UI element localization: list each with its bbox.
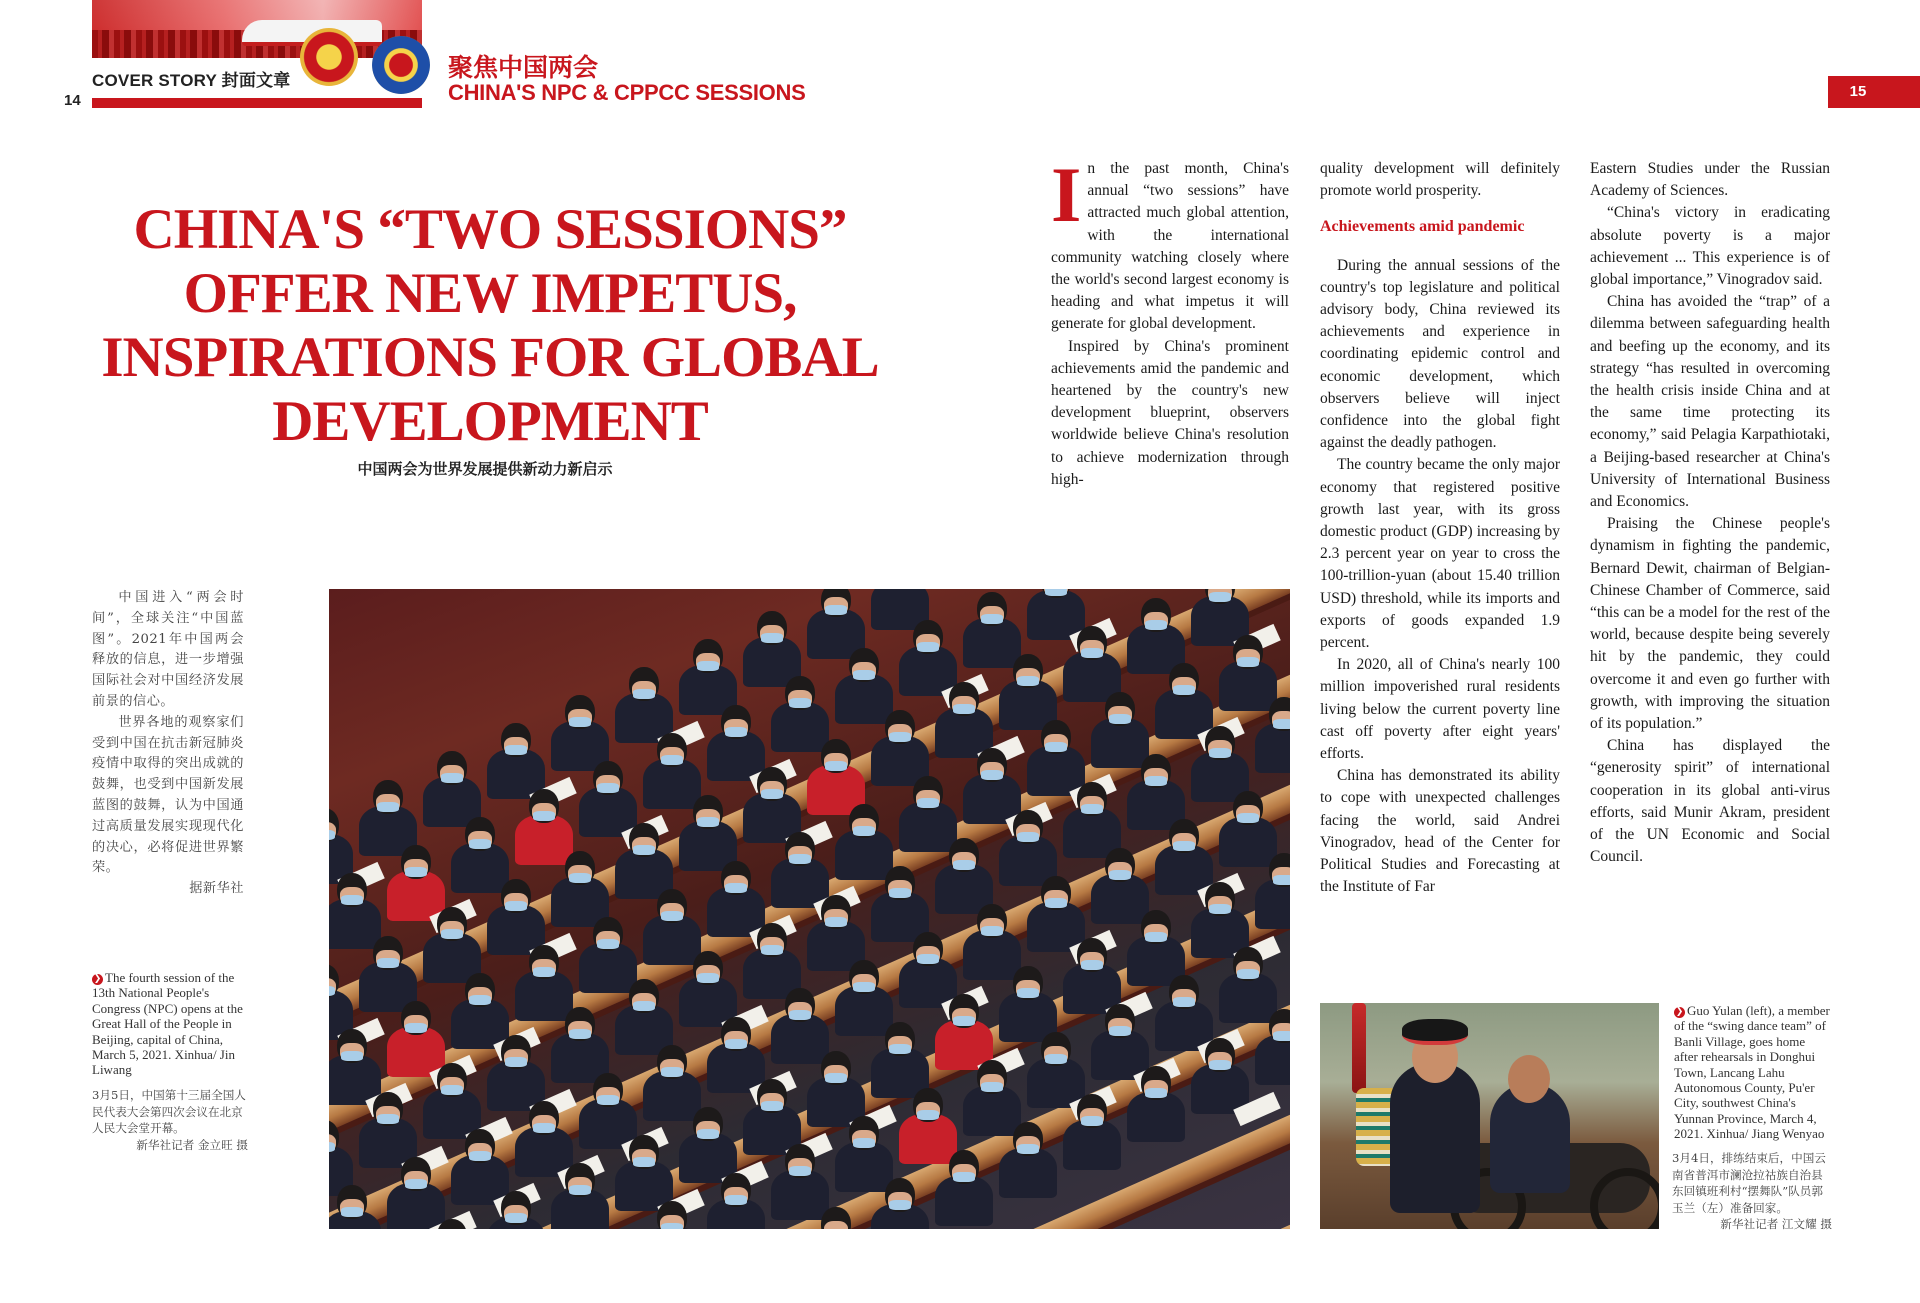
article-subtitle-cn: 中国两会为世界发展提供新动力新启示 [357, 460, 613, 478]
drop-cap: I [1051, 151, 1082, 238]
article-headline [70, 198, 910, 454]
assembly-hall-photo [329, 589, 1290, 1229]
national-emblem-icon [300, 28, 358, 86]
headline-line: CHINA'S “TWO SESSIONS” [133, 198, 847, 261]
summary-cn [92, 588, 244, 900]
paragraph: China has demonstrated its ability to cope with unexpected challenges facing the world, said Andrei Vinogradov, head of the Center for Political Studies and Forecasting at the Institute of Far [1320, 767, 1560, 896]
caption-text-cn: 3月5日，中国第十三届全国人民代表大会第四次会议在北京人民大会堂开幕。 [92, 1088, 246, 1136]
article-column-3 [1590, 158, 1830, 869]
page-number-left: 14 [64, 92, 81, 109]
article-column-2 [1320, 158, 1560, 899]
caption-arrow-icon: ❯ [93, 974, 102, 984]
paragraph: Inspired by China's prominent achievements amid the pandemic and heartened by the country's new development blueprint, observers worldwide believe China's resolution to achieve modernization through high- [1051, 337, 1289, 488]
paragraph: quality development will definitely promote world prosperity. [1320, 160, 1560, 200]
header-banner-image [92, 0, 422, 58]
main-photo-caption: ❯ The fourth session of the 13th National People's Congress (NPC) opens at the Great Hall of the People in Beijing, capital of China, March 5, 2021. Xinhua/ Jin Liwang [92, 970, 243, 1078]
header-red-strip [92, 98, 422, 108]
paragraph: During the annual sessions of the country's top legislature and political advisory body, China reviewed its achievements and experience in coordinating epidemic control and economic development, which observers believe will inject confidence into the global fight against the deadly pathogen. [1320, 256, 1560, 452]
side-photo-caption-cn [1672, 1150, 1832, 1233]
main-photo-caption-cn [92, 1087, 248, 1153]
cppcc-emblem-icon [372, 36, 430, 94]
photo-credit: 新华社记者 金立旺 摄 [136, 1137, 248, 1152]
section-subheading: Achievements amid pandemic [1320, 218, 1525, 236]
summary-source: 据新华社 [189, 881, 244, 897]
paragraph: Eastern Studies under the Russian Academy of Sciences. [1590, 160, 1830, 200]
paragraph: The country became the only major economy that registered positive growth last year, with its gross domestic product (GDP) increasing by 2.3 percent year on year to cross the 100-trillion-yuan (about 15.40 trillion USD) threshold, while its imports and exports of goods expanded 1.9 percent. [1320, 456, 1560, 652]
article-column-1 [1051, 151, 1289, 491]
paragraph: Praising the Chinese people's dynamism in fighting the pandemic, Bernard Dewit, chairman of Belgian-Chinese Chamber of Commerce, said “this can be a model for the rest of the world, because despite being severely hit by the pandemic, they could overcome it and even go further with growth, with improving the situation of its population.” [1590, 515, 1830, 733]
paragraph: China has avoided the “trap” of a dilemma between safeguarding health and beefing up the economy, and its strategy “has resulted in overcoming the health crisis inside China and at the same time protecting its economy,” said Pelagia Karpathiotaki, a Beijing-based researcher at China's University of International Business and Economics. [1590, 293, 1830, 511]
summary-paragraph: 世界各地的观察家们受到中国在抗击新冠肺炎疫情中取得的突出成就的鼓舞，也受到中国新发展蓝图的鼓舞，认为中国通过高质量发展实现现代化的决心，必将促进世界繁荣。 [92, 714, 244, 876]
paragraph: China has displayed the “generosity spirit” of international cooperation in its global anti-virus efforts, said Munir Akram, president of the UN Economic and Social Council. [1590, 737, 1830, 866]
caption-text-cn: 3月4日，排练结束后，中国云南省普洱市澜沧拉祜族自治县东回镇班利村“摆舞队”队员郭玉兰（左）准备回家。 [1672, 1151, 1826, 1215]
cover-story-label: COVER STORY 封面文章 [92, 71, 291, 90]
photo-credit: 新华社记者 江文耀 摄 [1720, 1217, 1832, 1232]
motorbike-photo [1320, 1003, 1659, 1229]
headline-line: INSPIRATIONS FOR GLOBAL [101, 326, 879, 389]
summary-paragraph: 中国进入“两会时间”，全球关注“中国蓝图”。2021年中国两会释放的信息，进一步增强国际社会对中国经济发展前景的信心。 [92, 590, 244, 709]
side-photo-caption: ❯ Guo Yulan (left), a member of the “swing dance team” of Banli Village, goes home after rehearsals in Donghui Town, Lancang Lahu Autonomous County, Pu'er City, southwest China's Yunnan Province, March 4, 2021. Xinhua/ Jiang Wenyao [1674, 1003, 1830, 1142]
section-title-cn: 聚焦中国两会 [448, 53, 599, 82]
headline-line: DEVELOPMENT [272, 390, 708, 453]
paragraph: “China's victory in eradicating absolute poverty is a major achievement ... This experience is of global importance,” Vinogradov said. [1590, 204, 1830, 289]
section-title-en: CHINA'S NPC & CPPCC SESSIONS [448, 80, 806, 105]
headline-line: OFFER NEW IMPETUS, [183, 262, 797, 325]
caption-arrow-icon: ❯ [1675, 1007, 1684, 1017]
page-number-right: 15 [1849, 83, 1867, 100]
paragraph: In 2020, all of China's nearly 100 million impoverished rural residents living below the current poverty line cast off poverty after eight years' efforts. [1320, 656, 1560, 763]
paragraph: In the past month, China's annual “two sessions” have attracted much global attention, with the international community watching closely where the world's second largest economy is heading and what impetus it will generate for global development. [1051, 151, 1289, 333]
